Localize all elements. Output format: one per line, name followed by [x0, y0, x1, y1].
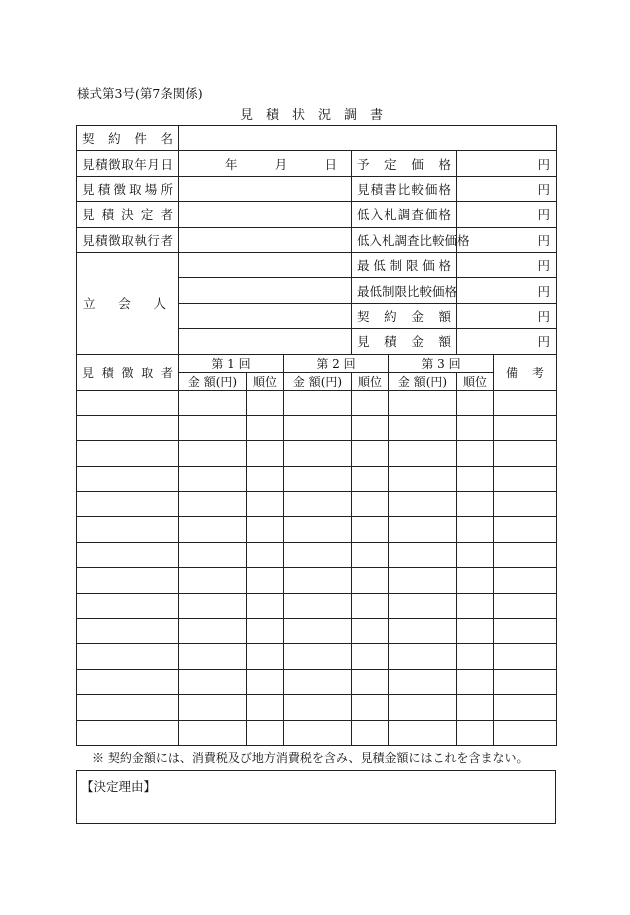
estimate-place-field[interactable] — [179, 176, 352, 201]
estimate-place-label: 見積徴取場所 — [77, 176, 179, 201]
estimate-decider-field[interactable] — [179, 202, 352, 227]
entry-cell[interactable] — [77, 669, 179, 694]
table-row — [77, 492, 557, 517]
entry-cell[interactable] — [494, 390, 557, 415]
form-number: 様式第3号(第7条関係) — [77, 86, 203, 101]
round-3-amount-header: 金 額(円) — [389, 372, 457, 390]
price-field-2[interactable] — [457, 202, 557, 227]
entry-rows — [77, 390, 557, 745]
price-field-6[interactable] — [457, 303, 557, 328]
entry-cell[interactable] — [284, 492, 352, 517]
entry-cell[interactable] — [247, 568, 284, 593]
entry-cell[interactable] — [284, 415, 352, 440]
entry-cell[interactable] — [494, 695, 557, 720]
entry-cell[interactable] — [457, 669, 494, 694]
entry-cell[interactable] — [352, 568, 389, 593]
witness-label: 立会人 — [77, 252, 179, 354]
entry-cell[interactable] — [352, 593, 389, 618]
entry-cell[interactable] — [77, 492, 179, 517]
entry-cell[interactable] — [284, 390, 352, 415]
price-field-3[interactable] — [457, 227, 557, 252]
entry-cell[interactable] — [179, 619, 247, 644]
price-label-2: 低入札調査価格 — [352, 202, 457, 227]
entry-cell[interactable] — [389, 644, 457, 669]
entry-cell[interactable] — [494, 568, 557, 593]
price-field-7[interactable] — [457, 329, 557, 354]
entry-cell[interactable] — [284, 619, 352, 644]
entry-cell[interactable] — [247, 542, 284, 567]
entry-cell[interactable] — [389, 695, 457, 720]
entry-cell[interactable] — [179, 542, 247, 567]
entry-cell[interactable] — [352, 695, 389, 720]
month-unit: 月 — [274, 156, 288, 172]
entry-cell[interactable] — [179, 517, 247, 542]
entry-cell[interactable] — [247, 390, 284, 415]
yen-unit: 円 — [537, 181, 551, 197]
entry-cell[interactable] — [494, 517, 557, 542]
entry-cell[interactable] — [352, 644, 389, 669]
price-field-5[interactable] — [457, 278, 557, 303]
witness-field-3[interactable] — [179, 303, 352, 328]
entry-cell[interactable] — [77, 517, 179, 542]
price-label-6: 契約金額 — [352, 303, 457, 328]
entry-cell[interactable] — [77, 619, 179, 644]
estimate-decider-label: 見積決定者 — [77, 202, 179, 227]
entry-cell[interactable] — [284, 644, 352, 669]
entry-cell[interactable] — [352, 542, 389, 567]
price-field-4[interactable] — [457, 252, 557, 277]
entry-cell[interactable] — [77, 415, 179, 440]
entry-cell[interactable] — [457, 542, 494, 567]
round-1-header: 第 1 回 — [179, 354, 284, 372]
entry-cell[interactable] — [457, 695, 494, 720]
estimate-date-field[interactable] — [179, 151, 352, 176]
yen-unit: 円 — [537, 334, 551, 350]
table-row — [77, 466, 557, 491]
entry-cell[interactable] — [284, 593, 352, 618]
table-row — [77, 568, 557, 593]
entry-cell[interactable] — [247, 644, 284, 669]
price-field-0[interactable] — [457, 151, 557, 176]
entry-cell[interactable] — [247, 415, 284, 440]
entry-cell[interactable] — [389, 466, 457, 491]
price-label-4: 最低制限価格 — [352, 252, 457, 277]
entry-cell[interactable] — [77, 390, 179, 415]
entry-cell[interactable] — [179, 720, 247, 745]
contract-name-label: 契約件名 — [77, 126, 179, 151]
entry-cell[interactable] — [494, 441, 557, 466]
table-row — [77, 390, 557, 415]
entry-cell[interactable] — [247, 593, 284, 618]
entry-cell[interactable] — [179, 466, 247, 491]
table-row — [77, 441, 557, 466]
entry-cell[interactable] — [77, 593, 179, 618]
entry-cell[interactable] — [179, 415, 247, 440]
price-label-5: 最低制限比較価格 — [352, 278, 457, 303]
round-2-rank-header: 順位 — [352, 372, 389, 390]
entry-cell[interactable] — [457, 720, 494, 745]
entry-cell[interactable] — [389, 542, 457, 567]
contract-name-field[interactable] — [179, 126, 557, 151]
tax-note: ※ 契約金額には、消費税及び地方消費税を含み、見積金額にはこれを含まない。 — [92, 751, 529, 765]
remarks-label: 備考 — [494, 354, 557, 390]
price-label-3: 低入札調査比較価格 — [352, 227, 457, 252]
price-label-1: 見積書比較価格 — [352, 176, 457, 201]
entry-cell[interactable] — [179, 644, 247, 669]
entry-cell[interactable] — [77, 466, 179, 491]
entry-cell[interactable] — [494, 644, 557, 669]
entry-cell[interactable] — [77, 542, 179, 567]
estimate-executor-field[interactable] — [179, 227, 352, 252]
table-row — [77, 542, 557, 567]
estimate-status-table — [76, 125, 557, 746]
entry-cell[interactable] — [494, 619, 557, 644]
estimate-collectee-label: 見積徴取者 — [77, 354, 179, 390]
witness-field-1[interactable] — [179, 252, 352, 277]
entry-cell[interactable] — [284, 720, 352, 745]
entry-cell[interactable] — [179, 593, 247, 618]
entry-cell[interactable] — [77, 695, 179, 720]
yen-unit: 円 — [537, 156, 551, 172]
entry-cell[interactable] — [284, 568, 352, 593]
entry-cell[interactable] — [179, 390, 247, 415]
entry-cell[interactable] — [77, 720, 179, 745]
decision-reason-label: 【決定理由】 — [81, 779, 157, 794]
year-unit: 年 — [225, 156, 238, 172]
entry-cell[interactable] — [389, 415, 457, 440]
decision-reason-box[interactable] — [76, 770, 556, 824]
table-row — [77, 415, 557, 440]
witness-field-4[interactable] — [179, 329, 352, 354]
entry-cell[interactable] — [389, 390, 457, 415]
entry-cell[interactable] — [247, 695, 284, 720]
entry-cell[interactable] — [352, 390, 389, 415]
entry-cell[interactable] — [247, 517, 284, 542]
entry-cell[interactable] — [284, 517, 352, 542]
entry-cell[interactable] — [457, 390, 494, 415]
entry-cell[interactable] — [284, 466, 352, 491]
entry-cell[interactable] — [247, 669, 284, 694]
entry-cell[interactable] — [284, 669, 352, 694]
entry-cell[interactable] — [457, 593, 494, 618]
entry-cell[interactable] — [389, 492, 457, 517]
round-1-amount-header: 金 額(円) — [179, 372, 247, 390]
yen-unit: 円 — [537, 207, 551, 223]
entry-cell[interactable] — [352, 415, 389, 440]
entry-cell[interactable] — [179, 669, 247, 694]
entry-cell[interactable] — [352, 517, 389, 542]
entry-cell[interactable] — [389, 517, 457, 542]
round-2-amount-header: 金 額(円) — [284, 372, 352, 390]
entry-cell[interactable] — [284, 542, 352, 567]
entry-cell[interactable] — [494, 593, 557, 618]
round-2-header: 第 2 回 — [284, 354, 389, 372]
entry-cell[interactable] — [457, 517, 494, 542]
entry-cell[interactable] — [457, 415, 494, 440]
entry-cell[interactable] — [352, 669, 389, 694]
entry-cell[interactable] — [389, 669, 457, 694]
entry-cell[interactable] — [352, 441, 389, 466]
entry-cell[interactable] — [494, 720, 557, 745]
yen-unit: 円 — [537, 308, 551, 324]
table-row — [77, 669, 557, 694]
entry-cell[interactable] — [457, 441, 494, 466]
entry-cell[interactable] — [179, 568, 247, 593]
table-row — [77, 517, 557, 542]
witness-field-2[interactable] — [179, 278, 352, 303]
round-3-header: 第 3 回 — [389, 354, 494, 372]
entry-cell[interactable] — [179, 695, 247, 720]
entry-cell[interactable] — [77, 644, 179, 669]
entry-cell[interactable] — [389, 441, 457, 466]
entry-cell[interactable] — [494, 542, 557, 567]
entry-cell[interactable] — [494, 669, 557, 694]
entry-cell[interactable] — [352, 466, 389, 491]
entry-cell[interactable] — [494, 492, 557, 517]
price-field-1[interactable] — [457, 176, 557, 201]
table-row — [77, 720, 557, 745]
entry-cell[interactable] — [457, 492, 494, 517]
entry-cell[interactable] — [352, 720, 389, 745]
entry-cell[interactable] — [389, 568, 457, 593]
entry-cell[interactable] — [179, 441, 247, 466]
entry-cell[interactable] — [284, 695, 352, 720]
entry-cell[interactable] — [389, 593, 457, 618]
entry-cell[interactable] — [247, 720, 284, 745]
entry-cell[interactable] — [457, 644, 494, 669]
round-3-rank-header: 順位 — [457, 372, 494, 390]
yen-unit: 円 — [537, 232, 551, 248]
entry-cell[interactable] — [77, 441, 179, 466]
round-1-rank-header: 順位 — [247, 372, 284, 390]
page-title: 見積状況調書 — [239, 108, 396, 123]
entry-cell[interactable] — [247, 492, 284, 517]
entry-cell[interactable] — [457, 568, 494, 593]
entry-cell[interactable] — [77, 568, 179, 593]
table-row — [77, 695, 557, 720]
table-row — [77, 619, 557, 644]
day-unit: 日 — [324, 156, 337, 172]
yen-unit: 円 — [537, 283, 551, 299]
entry-cell[interactable] — [179, 492, 247, 517]
price-label-7: 見積金額 — [352, 329, 457, 354]
estimate-date-label: 見積徴取年月日 — [77, 151, 179, 176]
entry-cell[interactable] — [389, 619, 457, 644]
entry-cell[interactable] — [352, 619, 389, 644]
yen-unit: 円 — [537, 258, 551, 274]
entry-cell[interactable] — [494, 415, 557, 440]
price-label-0: 予定価格 — [352, 151, 457, 176]
table-row — [77, 593, 557, 618]
entry-cell[interactable] — [457, 619, 494, 644]
entry-cell[interactable] — [457, 466, 494, 491]
entry-cell[interactable] — [247, 441, 284, 466]
entry-cell[interactable] — [494, 466, 557, 491]
entry-cell[interactable] — [284, 441, 352, 466]
estimate-executor-label: 見積徴取執行者 — [77, 227, 179, 252]
entry-cell[interactable] — [352, 492, 389, 517]
entry-cell[interactable] — [389, 720, 457, 745]
entry-cell[interactable] — [247, 466, 284, 491]
entry-cell[interactable] — [247, 619, 284, 644]
table-row — [77, 644, 557, 669]
